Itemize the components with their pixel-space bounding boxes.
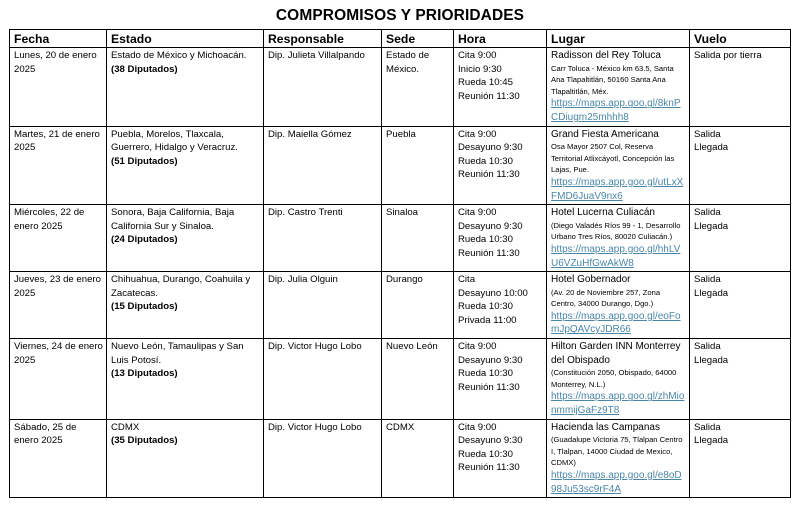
cell-responsable: Dip. Maiella Gómez xyxy=(264,126,382,205)
venue-name: Grand Fiesta Americana xyxy=(551,128,659,140)
hora-item: Rueda 10:30 xyxy=(458,368,513,380)
cell-sede: Nuevo León xyxy=(382,339,454,420)
hora-item: Reunión 11:30 xyxy=(458,381,520,393)
vuelo-item: Llegada xyxy=(694,220,729,232)
estado-text: CDMX xyxy=(111,421,140,433)
vuelo-item: Salida por tierra xyxy=(694,50,762,61)
cell-hora xyxy=(454,272,547,339)
table-row xyxy=(10,126,791,205)
cell-sede: Estado de México. xyxy=(382,48,454,127)
cell-lugar xyxy=(547,126,690,205)
venue-address: Carr Toluca - México km 63.5, Santa Ana Tlapaltitlán, 50160 Santa Ana Tlapaltitlán, Méx. xyxy=(551,63,674,96)
hora-item: Desayuno 9:30 xyxy=(458,220,523,232)
vuelo-item: Salida xyxy=(694,128,721,140)
cell-sede: Puebla xyxy=(382,126,454,205)
venue-name: Radisson del Rey Toluca xyxy=(551,50,661,61)
hora-item: Desayuno 9:30 xyxy=(458,142,523,154)
vuelo-item: Llegada xyxy=(694,142,729,154)
cell-responsable: Dip. Victor Hugo Lobo xyxy=(264,419,382,498)
cell-estado xyxy=(107,339,264,420)
header-lugar: Lugar xyxy=(547,30,690,48)
hora-item: Rueda 10:30 xyxy=(458,234,513,246)
diputados-count: (24 Diputados) xyxy=(111,234,178,246)
cell-lugar xyxy=(547,205,690,272)
hora-item: Rueda 10:30 xyxy=(458,301,513,313)
venue-name: Hacienda las Campanas xyxy=(551,421,660,433)
cell-hora xyxy=(454,126,547,205)
hora-item: Cita 9:00 xyxy=(458,207,497,219)
diputados-count: (38 Diputados) xyxy=(111,63,178,75)
table-row xyxy=(10,205,791,272)
hora-item: Rueda 10:45 xyxy=(458,77,513,89)
hora-item: Reunión 11:30 xyxy=(458,247,520,259)
cell-fecha: Lunes, 20 de enero 2025 xyxy=(10,48,107,127)
venue-address: (Guadalupe Victoria 75, Tlalpan Centro I, Tlalpan, 14000 Ciudad de Mexico, CDMX) xyxy=(551,435,683,468)
hora-item: Cita 9:00 xyxy=(458,50,497,61)
cell-estado xyxy=(107,205,264,272)
cell-sede: Durango xyxy=(382,272,454,339)
header-fecha: Fecha xyxy=(10,30,107,48)
estado-text: Sonora, Baja California, Baja California Sur y Sinaloa. xyxy=(111,207,235,232)
cell-hora xyxy=(454,339,547,420)
estado-text: Nuevo León, Tamaulipas y San Luis Potosí. xyxy=(111,341,244,366)
hora-item: Reunión 11:30 xyxy=(458,462,520,474)
diputados-count: (51 Diputados) xyxy=(111,155,178,167)
maps-link[interactable]: https://maps.app.goo.gl/e8oD98Ju53sc9rF4A xyxy=(551,470,682,495)
cell-vuelo xyxy=(690,126,791,205)
hora-item: Cita 9:00 xyxy=(458,341,497,353)
header-sede: Sede xyxy=(382,30,454,48)
cell-lugar xyxy=(547,339,690,420)
vuelo-item: Salida xyxy=(694,421,721,433)
table-row xyxy=(10,339,791,420)
header-row xyxy=(10,30,791,48)
hora-item: Desayuno 9:30 xyxy=(458,435,523,447)
cell-vuelo xyxy=(690,272,791,339)
maps-link[interactable]: https://maps.app.goo.gl/utLxXFMD6JuaV9nx6 xyxy=(551,176,684,202)
maps-link[interactable]: https://maps.app.goo.gl/zhMionmmijGaFz9T8 xyxy=(551,391,685,417)
cell-vuelo xyxy=(690,48,791,127)
venue-address: (Diego Valadés Ríos 99 - 1, Desarrollo Urbano Tres Ríos, 80020 Culiacán.) xyxy=(551,220,681,242)
vuelo-item: Salida xyxy=(694,207,721,219)
schedule-table xyxy=(9,29,791,498)
estado-text: Estado de México y Michoacán. xyxy=(111,50,247,61)
page-title: COMPROMISOS Y PRIORIDADES xyxy=(275,7,525,24)
venue-address: (Av. 20 de Noviembre 257, Zona Centro, 34000 Durango, Dgo.) xyxy=(551,287,661,309)
vuelo-item: Salida xyxy=(694,274,721,286)
venue-name: Hilton Garden INN Monterrey del Obispado xyxy=(551,341,681,366)
venue-name: Hotel Lucerna Culiacán xyxy=(551,207,655,219)
cell-sede: Sinaloa xyxy=(382,205,454,272)
cell-fecha: Jueves, 23 de enero 2025 xyxy=(10,272,107,339)
vuelo-item: Llegada xyxy=(694,435,729,447)
vuelo-item: Salida xyxy=(694,341,721,353)
cell-fecha: Martes, 21 de enero 2025 xyxy=(10,126,107,205)
cell-estado xyxy=(107,419,264,498)
venue-name: Hotel Gobernador xyxy=(551,274,631,286)
hora-item: Reunión 11:30 xyxy=(458,90,520,102)
cell-lugar xyxy=(547,419,690,498)
cell-responsable: Dip. Julieta Villalpando xyxy=(264,48,382,127)
header-responsable: Responsable xyxy=(264,30,382,48)
cell-fecha: Viernes, 24 de enero 2025 xyxy=(10,339,107,420)
hora-item: Reunión 11:30 xyxy=(458,169,520,181)
diputados-count: (35 Diputados) xyxy=(111,435,178,447)
table-row xyxy=(10,419,791,498)
cell-estado xyxy=(107,126,264,205)
cell-hora xyxy=(454,48,547,127)
header-vuelo: Vuelo xyxy=(690,30,791,48)
maps-link[interactable]: https://maps.app.goo.gl/hhLVU6VZuHfGwAkW8 xyxy=(551,243,681,269)
hora-item: Cita 9:00 xyxy=(458,421,497,433)
table-row xyxy=(10,48,791,127)
hora-item: Inicio 9:30 xyxy=(458,63,502,75)
vuelo-item: Llegada xyxy=(694,354,729,366)
header-hora: Hora xyxy=(454,30,547,48)
estado-text: Puebla, Morelos, Tlaxcala, Guerrero, Hidalgo y Veracruz. xyxy=(111,128,238,154)
hora-item: Rueda 10:30 xyxy=(458,155,513,167)
hora-item: Rueda 10:30 xyxy=(458,448,513,460)
cell-responsable: Dip. Victor Hugo Lobo xyxy=(264,339,382,420)
cell-estado xyxy=(107,48,264,127)
hora-item: Privada 11:00 xyxy=(458,314,517,326)
venue-address: (Constitución 2050, Obispado, 64000 Monterrey, N.L.) xyxy=(551,368,677,389)
header-estado: Estado xyxy=(107,30,264,48)
cell-fecha: Miércoles, 22 de enero 2025 xyxy=(10,205,107,272)
cell-hora xyxy=(454,205,547,272)
estado-text: Chihuahua, Durango, Coahuila y Zacatecas. xyxy=(111,274,251,299)
cell-vuelo xyxy=(690,419,791,498)
maps-link[interactable]: https://maps.app.goo.gl/eoFomJpQAVcyJDR66 xyxy=(551,310,681,336)
hora-item: Desayuno 9:30 xyxy=(458,354,523,366)
cell-vuelo xyxy=(690,205,791,272)
maps-link[interactable]: https://maps.app.goo.gl/8knPCDiugm25mhhh8 xyxy=(551,98,681,123)
cell-hora xyxy=(454,419,547,498)
cell-lugar xyxy=(547,272,690,339)
diputados-count: (13 Diputados) xyxy=(111,368,178,380)
vuelo-item: Llegada xyxy=(694,287,729,299)
cell-responsable: Dip. Castro Trenti xyxy=(264,205,382,272)
diputados-count: (15 Diputados) xyxy=(111,301,178,313)
table-row xyxy=(10,272,791,339)
cell-estado xyxy=(107,272,264,339)
hora-item: Cita xyxy=(458,274,476,286)
venue-address: Osa Mayor 2507 Col, Reserva Territorial Atlixcáyotl, Concepción las Lajas, Pue. xyxy=(551,142,675,175)
cell-sede: CDMX xyxy=(382,419,454,498)
hora-item: Cita 9:00 xyxy=(458,128,497,140)
cell-fecha: Sábado, 25 de enero 2025 xyxy=(10,419,107,498)
cell-vuelo xyxy=(690,339,791,420)
cell-lugar xyxy=(547,48,690,127)
hora-item: Desayuno 10:00 xyxy=(458,287,528,299)
cell-responsable: Dip. Julia Olguin xyxy=(264,272,382,339)
